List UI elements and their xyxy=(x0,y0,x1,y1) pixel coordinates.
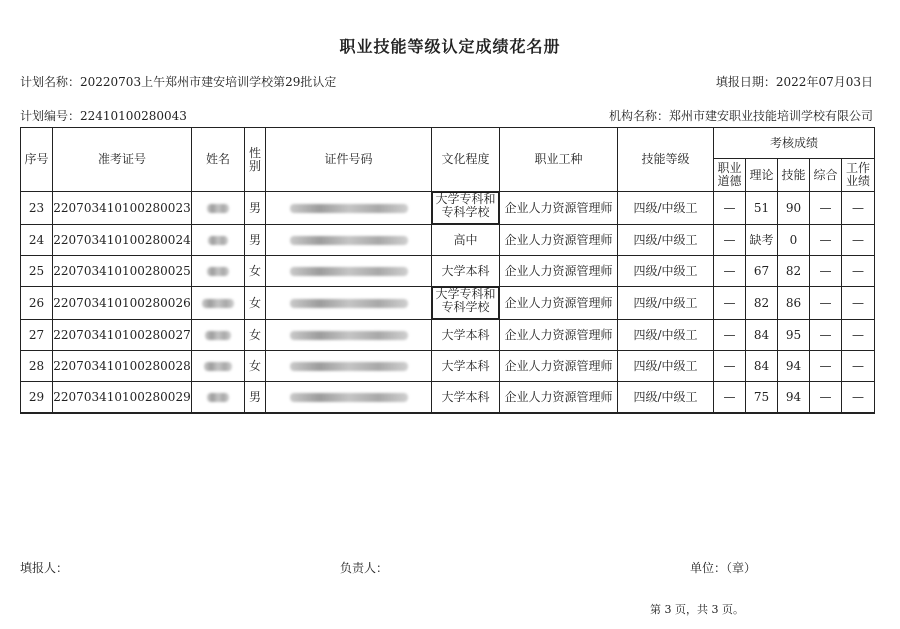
cell-score-performance: — xyxy=(842,287,875,320)
redacted-name xyxy=(204,362,232,371)
cell-occupation: 企业人力资源管理师 xyxy=(500,382,618,414)
table-row xyxy=(21,225,875,256)
cell-score-theory: 75 xyxy=(746,382,778,414)
cell-score-theory: 缺考 xyxy=(746,225,778,256)
footer-filler: 填报人： xyxy=(20,561,69,575)
cell-score-comprehensive: — xyxy=(810,320,842,351)
organization-name: 机构名称：郑州市建安职业技能培训学校有限公司 xyxy=(608,109,873,123)
redacted-name xyxy=(205,331,231,340)
cell-education: 大学本科 xyxy=(432,382,500,414)
cell-gender: 女 xyxy=(245,351,266,382)
cell-education: 大学本科 xyxy=(432,256,500,287)
cell-score-skill: 94 xyxy=(778,382,810,414)
cell-score-performance: — xyxy=(842,351,875,382)
cell-name-redacted xyxy=(192,287,245,320)
cell-occupation: 企业人力资源管理师 xyxy=(500,225,618,256)
header-exam-no: 准考证号 xyxy=(53,128,192,192)
footer-unit: 单位：（章） xyxy=(690,561,757,575)
header-score-ethics: 职业道德 xyxy=(714,159,746,192)
cell-score-skill: 90 xyxy=(778,192,810,225)
cell-score-ethics: — xyxy=(714,256,746,287)
cell-occupation: 企业人力资源管理师 xyxy=(500,256,618,287)
table-row xyxy=(21,382,875,414)
cell-score-comprehensive: — xyxy=(810,192,842,225)
table-row xyxy=(21,256,875,287)
cell-score-comprehensive: — xyxy=(810,351,842,382)
header-education: 文化程度 xyxy=(432,128,500,192)
header-score-theory: 理论 xyxy=(746,159,778,192)
cell-name-redacted xyxy=(192,192,245,225)
cell-gender: 男 xyxy=(245,225,266,256)
cell-name-redacted xyxy=(192,382,245,414)
redacted-id-number xyxy=(290,331,408,340)
cell-id-redacted xyxy=(266,351,432,382)
cell-skill-level: 四级/中级工 xyxy=(618,320,714,351)
cell-score-theory: 84 xyxy=(746,351,778,382)
cell-seq: 23 xyxy=(21,192,53,225)
cell-score-comprehensive: — xyxy=(810,225,842,256)
cell-score-theory: 84 xyxy=(746,320,778,351)
header-skill-level: 技能等级 xyxy=(618,128,714,192)
cell-score-skill: 82 xyxy=(778,256,810,287)
cell-id-redacted xyxy=(266,225,432,256)
footer-page: 第 3 页，共 3 页。 xyxy=(650,603,744,616)
cell-skill-level: 四级/中级工 xyxy=(618,225,714,256)
cell-seq: 24 xyxy=(21,225,53,256)
table-row xyxy=(21,320,875,351)
cell-score-performance: — xyxy=(842,192,875,225)
redacted-id-number xyxy=(290,362,408,371)
cell-name-redacted xyxy=(192,351,245,382)
score-roster-table xyxy=(20,127,875,414)
cell-score-skill: 94 xyxy=(778,351,810,382)
cell-seq: 28 xyxy=(21,351,53,382)
header-occupation: 职业工种 xyxy=(500,128,618,192)
cell-score-ethics: — xyxy=(714,320,746,351)
header-seq: 序号 xyxy=(21,128,53,192)
footer-responsible: 负责人： xyxy=(340,561,389,575)
cell-skill-level: 四级/中级工 xyxy=(618,351,714,382)
cell-education: 大学本科 xyxy=(432,351,500,382)
header-scores-group: 考核成绩 xyxy=(714,128,875,159)
cell-skill-level: 四级/中级工 xyxy=(618,287,714,320)
redacted-name xyxy=(207,267,229,276)
cell-gender: 女 xyxy=(245,287,266,320)
redacted-id-number xyxy=(290,267,408,276)
cell-score-skill: 86 xyxy=(778,287,810,320)
plan-number: 计划编号：22410100280043 xyxy=(20,109,187,123)
cell-score-ethics: — xyxy=(714,382,746,414)
cell-exam-no: 220703410100280027 xyxy=(53,320,192,351)
cell-occupation: 企业人力资源管理师 xyxy=(500,320,618,351)
cell-seq: 25 xyxy=(21,256,53,287)
cell-exam-no: 220703410100280026 xyxy=(53,287,192,320)
cell-exam-no: 220703410100280024 xyxy=(53,225,192,256)
cell-education: 大学专科和专科学校 xyxy=(432,192,499,224)
cell-score-ethics: — xyxy=(714,225,746,256)
cell-education: 高中 xyxy=(432,225,500,256)
cell-score-performance: — xyxy=(842,256,875,287)
cell-seq: 29 xyxy=(21,382,53,414)
cell-skill-level: 四级/中级工 xyxy=(618,382,714,414)
redacted-id-number xyxy=(290,236,408,245)
header-score-comprehensive: 综合 xyxy=(810,159,842,192)
table-row xyxy=(21,287,875,320)
cell-exam-no: 220703410100280025 xyxy=(53,256,192,287)
header-score-skill: 技能 xyxy=(778,159,810,192)
cell-skill-level: 四级/中级工 xyxy=(618,256,714,287)
cell-skill-level: 四级/中级工 xyxy=(618,192,714,225)
cell-name-redacted xyxy=(192,256,245,287)
cell-id-redacted xyxy=(266,382,432,414)
page-title: 职业技能等级认定成绩花名册 xyxy=(339,37,561,56)
cell-score-theory: 82 xyxy=(746,287,778,320)
cell-education: 大学专科和专科学校 xyxy=(432,287,499,319)
header-score-performance: 工作业绩 xyxy=(842,159,875,192)
redacted-name xyxy=(207,204,229,213)
table-row xyxy=(21,351,875,382)
cell-id-redacted xyxy=(266,320,432,351)
cell-score-comprehensive: — xyxy=(810,382,842,414)
cell-occupation: 企业人力资源管理师 xyxy=(500,351,618,382)
header-name: 姓名 xyxy=(192,128,245,192)
cell-score-skill: 0 xyxy=(778,225,810,256)
cell-gender: 女 xyxy=(245,320,266,351)
cell-score-theory: 51 xyxy=(746,192,778,225)
cell-id-redacted xyxy=(266,192,432,225)
cell-id-redacted xyxy=(266,287,432,320)
plan-name: 计划名称：20220703上午郑州市建安培训学校第29批认定 xyxy=(20,75,337,89)
redacted-name xyxy=(207,393,229,402)
cell-occupation: 企业人力资源管理师 xyxy=(500,192,618,225)
fill-date: 填报日期：2022年07月03日 xyxy=(715,75,873,89)
cell-score-skill: 95 xyxy=(778,320,810,351)
redacted-name xyxy=(202,299,234,308)
table-row xyxy=(21,192,875,225)
cell-name-redacted xyxy=(192,320,245,351)
cell-score-performance: — xyxy=(842,225,875,256)
cell-exam-no: 220703410100280028 xyxy=(53,351,192,382)
cell-exam-no: 220703410100280029 xyxy=(53,382,192,414)
cell-score-theory: 67 xyxy=(746,256,778,287)
cell-score-performance: — xyxy=(842,382,875,414)
cell-score-comprehensive: — xyxy=(810,287,842,320)
cell-education: 大学本科 xyxy=(432,320,500,351)
cell-score-ethics: — xyxy=(714,192,746,225)
cell-score-ethics: — xyxy=(714,287,746,320)
cell-gender: 男 xyxy=(245,192,266,225)
cell-id-redacted xyxy=(266,256,432,287)
cell-score-ethics: — xyxy=(714,351,746,382)
cell-gender: 女 xyxy=(245,256,266,287)
redacted-id-number xyxy=(290,299,408,308)
cell-seq: 27 xyxy=(21,320,53,351)
cell-seq: 26 xyxy=(21,287,53,320)
cell-name-redacted xyxy=(192,225,245,256)
header-gender: 性别 xyxy=(245,128,266,192)
redacted-id-number xyxy=(290,393,408,402)
cell-occupation: 企业人力资源管理师 xyxy=(500,287,618,320)
redacted-name xyxy=(208,236,228,245)
header-id-no: 证件号码 xyxy=(266,128,432,192)
redacted-id-number xyxy=(290,204,408,213)
cell-gender: 男 xyxy=(245,382,266,414)
cell-score-comprehensive: — xyxy=(810,256,842,287)
cell-score-performance: — xyxy=(842,320,875,351)
cell-exam-no: 220703410100280023 xyxy=(53,192,192,225)
